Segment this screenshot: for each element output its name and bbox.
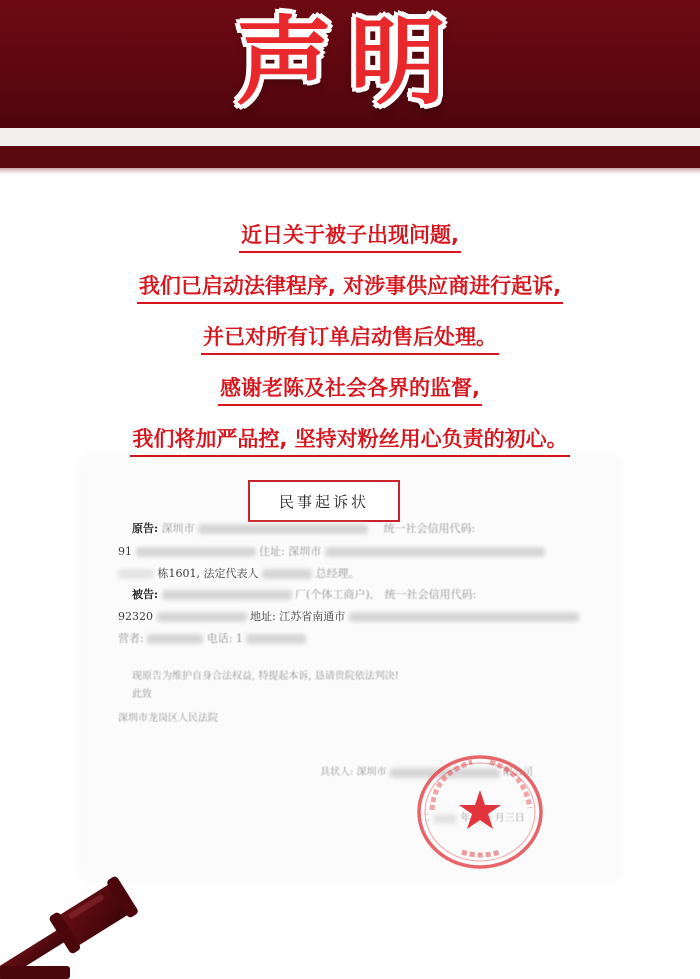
plaintiff-line-3 bbox=[118, 567, 360, 581]
defendant-label: 被告: bbox=[132, 588, 159, 601]
document-body-text: 现原告为维护自身合法权益, 特提起本诉, 恳请贵院依法判决! bbox=[132, 671, 399, 682]
plaintiff-code-prefix: 91 bbox=[118, 545, 132, 558]
redacted-text bbox=[157, 612, 247, 622]
page-title: 声明 bbox=[236, 6, 464, 118]
court-name: 深圳市龙岗区人民法院 bbox=[118, 713, 218, 724]
defendant-operator-label: 营者: bbox=[118, 632, 144, 645]
defendant-line-1 bbox=[132, 588, 476, 602]
date-year: 年 bbox=[460, 813, 471, 824]
redacted-text bbox=[349, 612, 579, 622]
plaintiff-rep-title: 总经理。 bbox=[315, 567, 360, 580]
plaintiff-address-label: 住址: bbox=[259, 545, 285, 558]
statement-line: 我们将加严品控, 坚持对粉丝用心负责的初心。 bbox=[130, 426, 569, 457]
date-prefix: 二 bbox=[420, 813, 430, 824]
gavel-icon bbox=[0, 870, 140, 979]
plaintiff-rep-label: 栋1601, 法定代表人 bbox=[157, 567, 259, 580]
defendant-phone-label: 电话: 1 bbox=[206, 632, 243, 645]
redacted-text bbox=[246, 634, 306, 644]
date-day: 月三日 bbox=[494, 813, 525, 824]
signer-company-suffix: 限公司 bbox=[502, 767, 533, 778]
statement-line: 近日关于被子出现问题, bbox=[239, 222, 461, 253]
defendant-line-2 bbox=[118, 610, 579, 624]
redacted-text bbox=[198, 524, 368, 534]
plaintiff-label: 原告: bbox=[132, 522, 159, 535]
plaintiff-credit-code-label: 统一社会信用代码: bbox=[383, 522, 476, 535]
plaintiff-line-2 bbox=[118, 545, 545, 559]
statement-line: 感谢老陈及社会各界的监督, bbox=[218, 375, 482, 406]
plaintiff-line-1 bbox=[132, 522, 475, 536]
plaintiff-address-prefix: 深圳市 bbox=[288, 545, 322, 558]
redacted-text bbox=[162, 590, 292, 600]
redacted-text bbox=[118, 569, 154, 579]
signer-label: 具状人: 深圳市 bbox=[320, 767, 387, 778]
document-title: 民事起诉状 bbox=[278, 492, 369, 511]
respectfully-text: 此致 bbox=[132, 689, 152, 700]
redacted-text bbox=[262, 569, 312, 579]
company-seal bbox=[412, 752, 546, 872]
statement-line: 并已对所有订单启动售后处理。 bbox=[201, 324, 499, 355]
statement-line: 我们已启动法律程序, 对涉事供应商进行起诉, bbox=[137, 273, 563, 304]
defendant-credit-code-label: 统一社会信用代码: bbox=[384, 588, 477, 601]
defendant-line-3 bbox=[118, 632, 306, 646]
defendant-address-label: 地址: 江苏省南通市 bbox=[250, 610, 346, 623]
defendant-type: 厂(个体工商户), bbox=[295, 588, 374, 601]
redacted-text bbox=[136, 547, 256, 557]
redacted-text bbox=[325, 547, 545, 557]
redacted-text bbox=[147, 634, 203, 644]
plaintiff-name-prefix: 深圳市 bbox=[161, 522, 195, 535]
defendant-code-prefix: 92320 bbox=[118, 610, 153, 623]
